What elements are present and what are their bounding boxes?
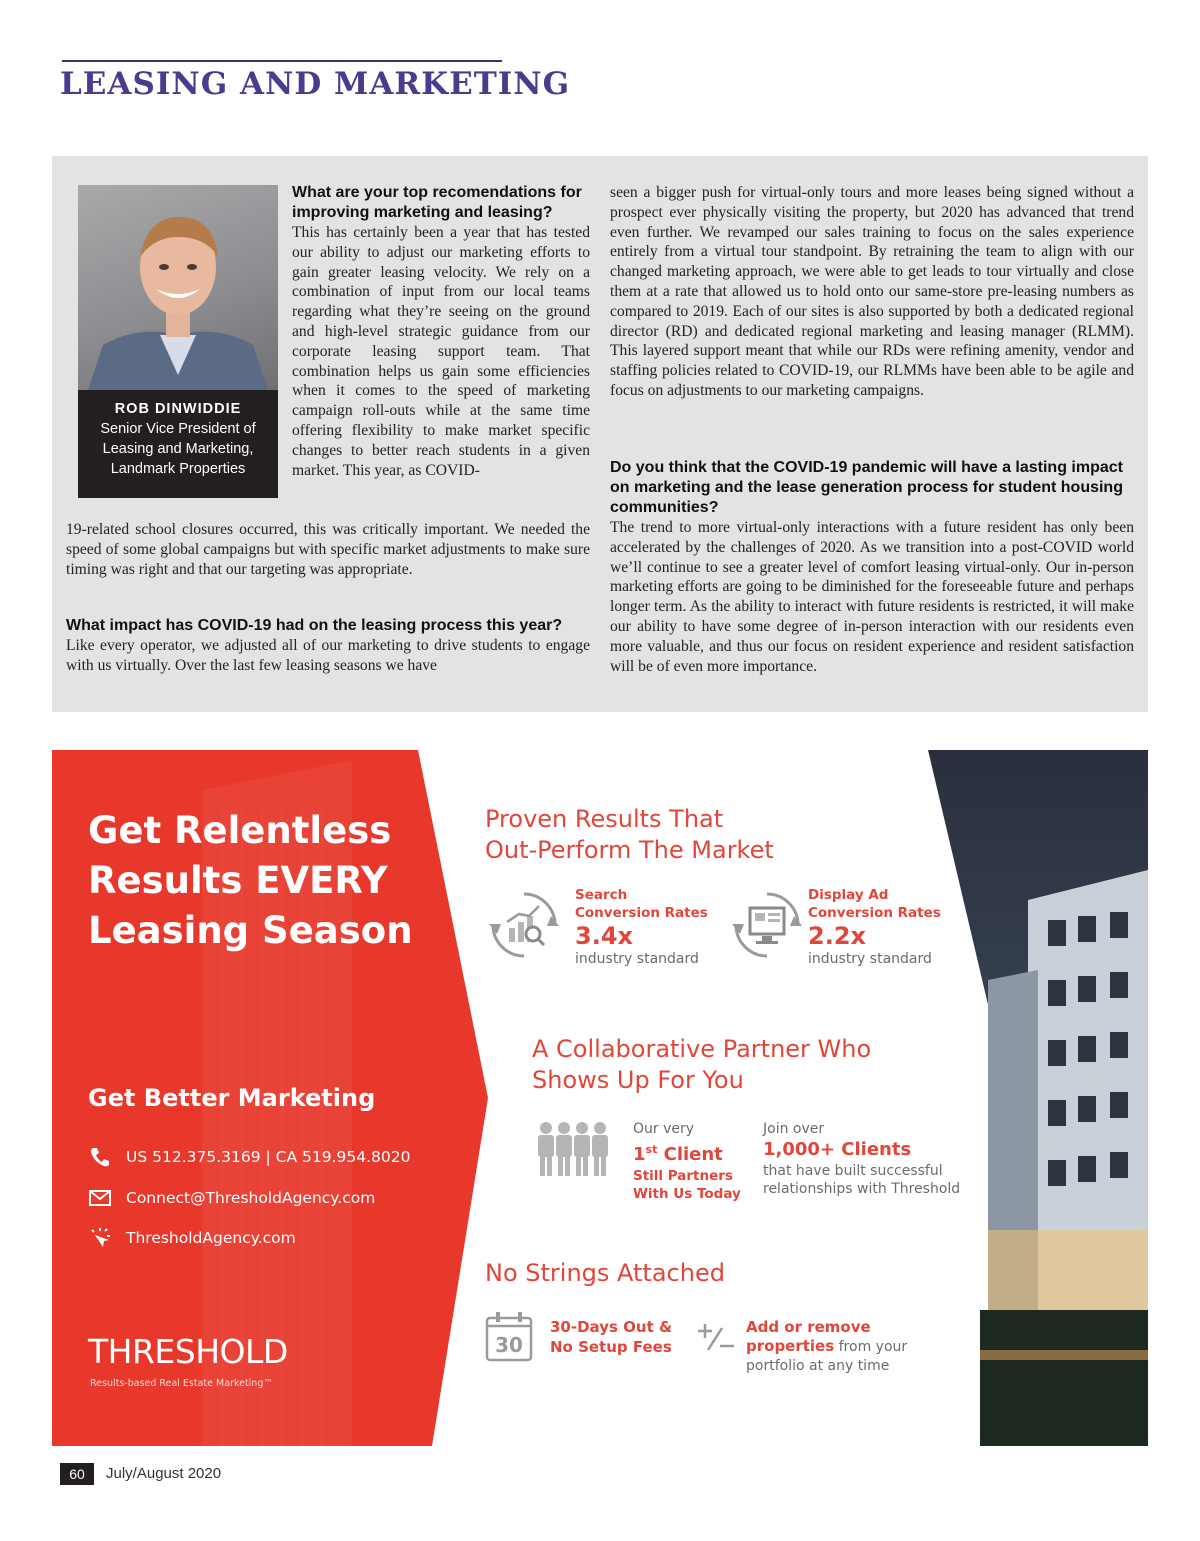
answer-2-part1: Like every operator, we adjusted all of our marketing to drive students to engage with us virtually. Over the last few leasing seasons we have <box>66 637 590 674</box>
collaborative-line1: A Collaborative Partner Who <box>532 1035 872 1063</box>
proven-results-heading <box>485 804 774 866</box>
collaborative-heading <box>532 1034 871 1096</box>
profile-title-line1: Senior Vice President of <box>100 421 256 437</box>
question-1: What are your top recomendations for improving marketing and leasing? <box>292 184 582 221</box>
profile-photo <box>78 185 278 390</box>
search-stat-label2: Conversion Rates <box>575 905 708 921</box>
clients-count-stat <box>763 1120 960 1198</box>
threshold-logo: THRESHOLD <box>88 1332 288 1371</box>
answer-1-part2: 19-related school closures occurred, this was critically important. We needed the speed of some global campaigns but with specific market adjustments to make sure timing was right and that our targeting was appropriate. <box>66 521 590 578</box>
answer-3: The trend to more virtual-only interactions with a future resident has only been accelerated by the challenges of 2020. As we transition into a post-COVID world we’ll continue to see a greater level of comfort leasing virtual-only. Our in-person marketing efforts are going to be diminished for the foreseeable future and perhaps longer term. As the ability to interact with future residents is restricted, it will make our ability to have some degree of in-person interaction with our residents even more valuable, and thus our focus on resident experience and resident satisfaction will be of even more importance. <box>610 519 1134 675</box>
mail-icon <box>88 1187 112 1209</box>
column-2-bottom <box>610 458 1134 676</box>
offer2-line3: portfolio at any time <box>746 1358 890 1374</box>
column-1-top <box>292 183 590 480</box>
calendar-number: 30 <box>495 1333 523 1357</box>
display-stat-label2: Conversion Rates <box>808 905 941 921</box>
setup-fees-offer <box>550 1317 672 1357</box>
offer2-rest: from your <box>834 1339 908 1355</box>
column-1-bottom <box>66 616 590 676</box>
offer1-line2: No Setup Fees <box>550 1338 672 1356</box>
building-photo <box>928 750 1148 1446</box>
search-stat <box>575 886 708 968</box>
first-client-stat <box>633 1120 741 1203</box>
search-stat-note: industry standard <box>575 951 699 967</box>
first-client-num: 1 <box>633 1144 646 1165</box>
first-client-pre: Our very <box>633 1121 695 1137</box>
display-ad-icon <box>728 886 806 968</box>
portrait-illustration <box>78 185 278 390</box>
first-client-line2: With Us Today <box>633 1186 741 1202</box>
display-stat-value: 2.2x <box>808 922 866 950</box>
display-stat-note: industry standard <box>808 951 932 967</box>
answer-2-part2: seen a bigger push for virtual-only tours and more leases being signed without a prospect ever physically visiting the property, but 2020 has advanced that trend even further. We revamped our sales training to focus on the sales experience entirely from a virtual tour standpoint. By retraining the team to align with our changed marketing approach, we were able to get leads to tour virtually and close them at a rate that allowed us to hold onto our same-store pre-leasing numbers as compared to 2019. Each of our sites is also supported by both a dedicated regional director (RD) and dedicated regional marketing and leasing manager (RLMM). This layered support meant that while our RDs were refining amenity, vendor and staffing policies related to COVID-19, our RLMMs have been able to be agile and focus on adjustments to our marketing campaigns. <box>610 184 1134 399</box>
section-title: LEASING AND MARKETING <box>60 66 571 102</box>
column-2-top <box>610 183 1134 401</box>
email-text: Connect@ThresholdAgency.com <box>126 1189 376 1207</box>
contact-website[interactable] <box>88 1227 296 1249</box>
search-chart-icon <box>485 886 563 968</box>
phone-text: US 512.375.3169 | CA 519.954.8020 <box>126 1148 411 1166</box>
question-2: What impact has COVID-19 had on the leasing process this year? <box>66 617 563 634</box>
collaborative-line2: Shows Up For You <box>532 1066 744 1094</box>
threshold-tagline: Results-based Real Estate Marketing™ <box>90 1378 273 1389</box>
ad-headline: Get Relentless Results EVERY Leasing Season <box>88 809 413 952</box>
first-client-title <box>633 1138 741 1167</box>
clients-count-pre: Join over <box>763 1121 825 1137</box>
people-group-icon <box>532 1118 616 1184</box>
threshold-advertisement <box>52 750 1148 1446</box>
calendar-icon <box>485 1310 533 1366</box>
issue-date: July/August 2020 <box>106 1465 222 1482</box>
display-stat-label1: Display Ad <box>808 887 889 903</box>
search-stat-value: 3.4x <box>575 922 633 950</box>
page-number: 60 <box>60 1463 94 1485</box>
cursor-click-icon <box>88 1227 112 1249</box>
proven-results-line1: Proven Results That <box>485 805 724 833</box>
profile-title-line3: Landmark Properties <box>110 461 246 477</box>
interview-panel <box>52 156 1148 712</box>
add-remove-offer <box>746 1317 907 1375</box>
first-client-sup: st <box>645 1143 658 1156</box>
offer2-line2 <box>746 1337 907 1357</box>
plus-minus-icon <box>696 1322 736 1358</box>
header-rule <box>62 60 502 62</box>
phone-icon <box>88 1146 112 1168</box>
contact-phone[interactable] <box>88 1146 410 1168</box>
clients-count-line1: that have built successful <box>763 1163 943 1179</box>
clients-count-line2: relationships with Threshold <box>763 1181 961 1197</box>
offer2-line1: Add or remove <box>746 1318 871 1336</box>
search-stat-label1: Search <box>575 887 628 903</box>
display-ad-stat <box>808 886 941 968</box>
profile-title-line2: Leasing and Marketing, <box>102 441 254 457</box>
no-strings-heading: No Strings Attached <box>485 1259 725 1287</box>
profile-name: ROB DINWIDDIE <box>114 401 242 417</box>
answer-1-part1: This has certainly been a year that has tested our ability to adjust our marketing efforts to gain greater leasing velocity. We rely on a combination of input from our local teams regarding what they’re seeing on the ground and high-level strategic guidance from our corporate leasing support team. That combination helps us gain some efficiencies when it comes to the speed of marketing campaign roll-outs while at the same time offering flexibility to make market specific changes to better reach students in a given market. This year, as COVID- <box>292 224 590 479</box>
first-client-line1: Still Partners <box>633 1168 733 1184</box>
question-3: Do you think that the COVID-19 pandemic will have a lasting impact on marketing and the lease generation process for student housing communities? <box>610 459 1123 516</box>
contact-email[interactable] <box>88 1187 375 1209</box>
column-1-middle <box>66 520 590 579</box>
website-text: ThresholdAgency.com <box>126 1229 296 1247</box>
first-client-word: Client <box>657 1144 723 1165</box>
clients-count-value: 1,000+ Clients <box>763 1139 912 1160</box>
offer1-line1: 30-Days Out & <box>550 1318 673 1336</box>
proven-results-line2: Out-Perform The Market <box>485 836 774 864</box>
offer2-bold: properties <box>746 1337 835 1355</box>
profile-caption <box>78 390 278 498</box>
ad-subhead: Get Better Marketing <box>88 1084 376 1112</box>
